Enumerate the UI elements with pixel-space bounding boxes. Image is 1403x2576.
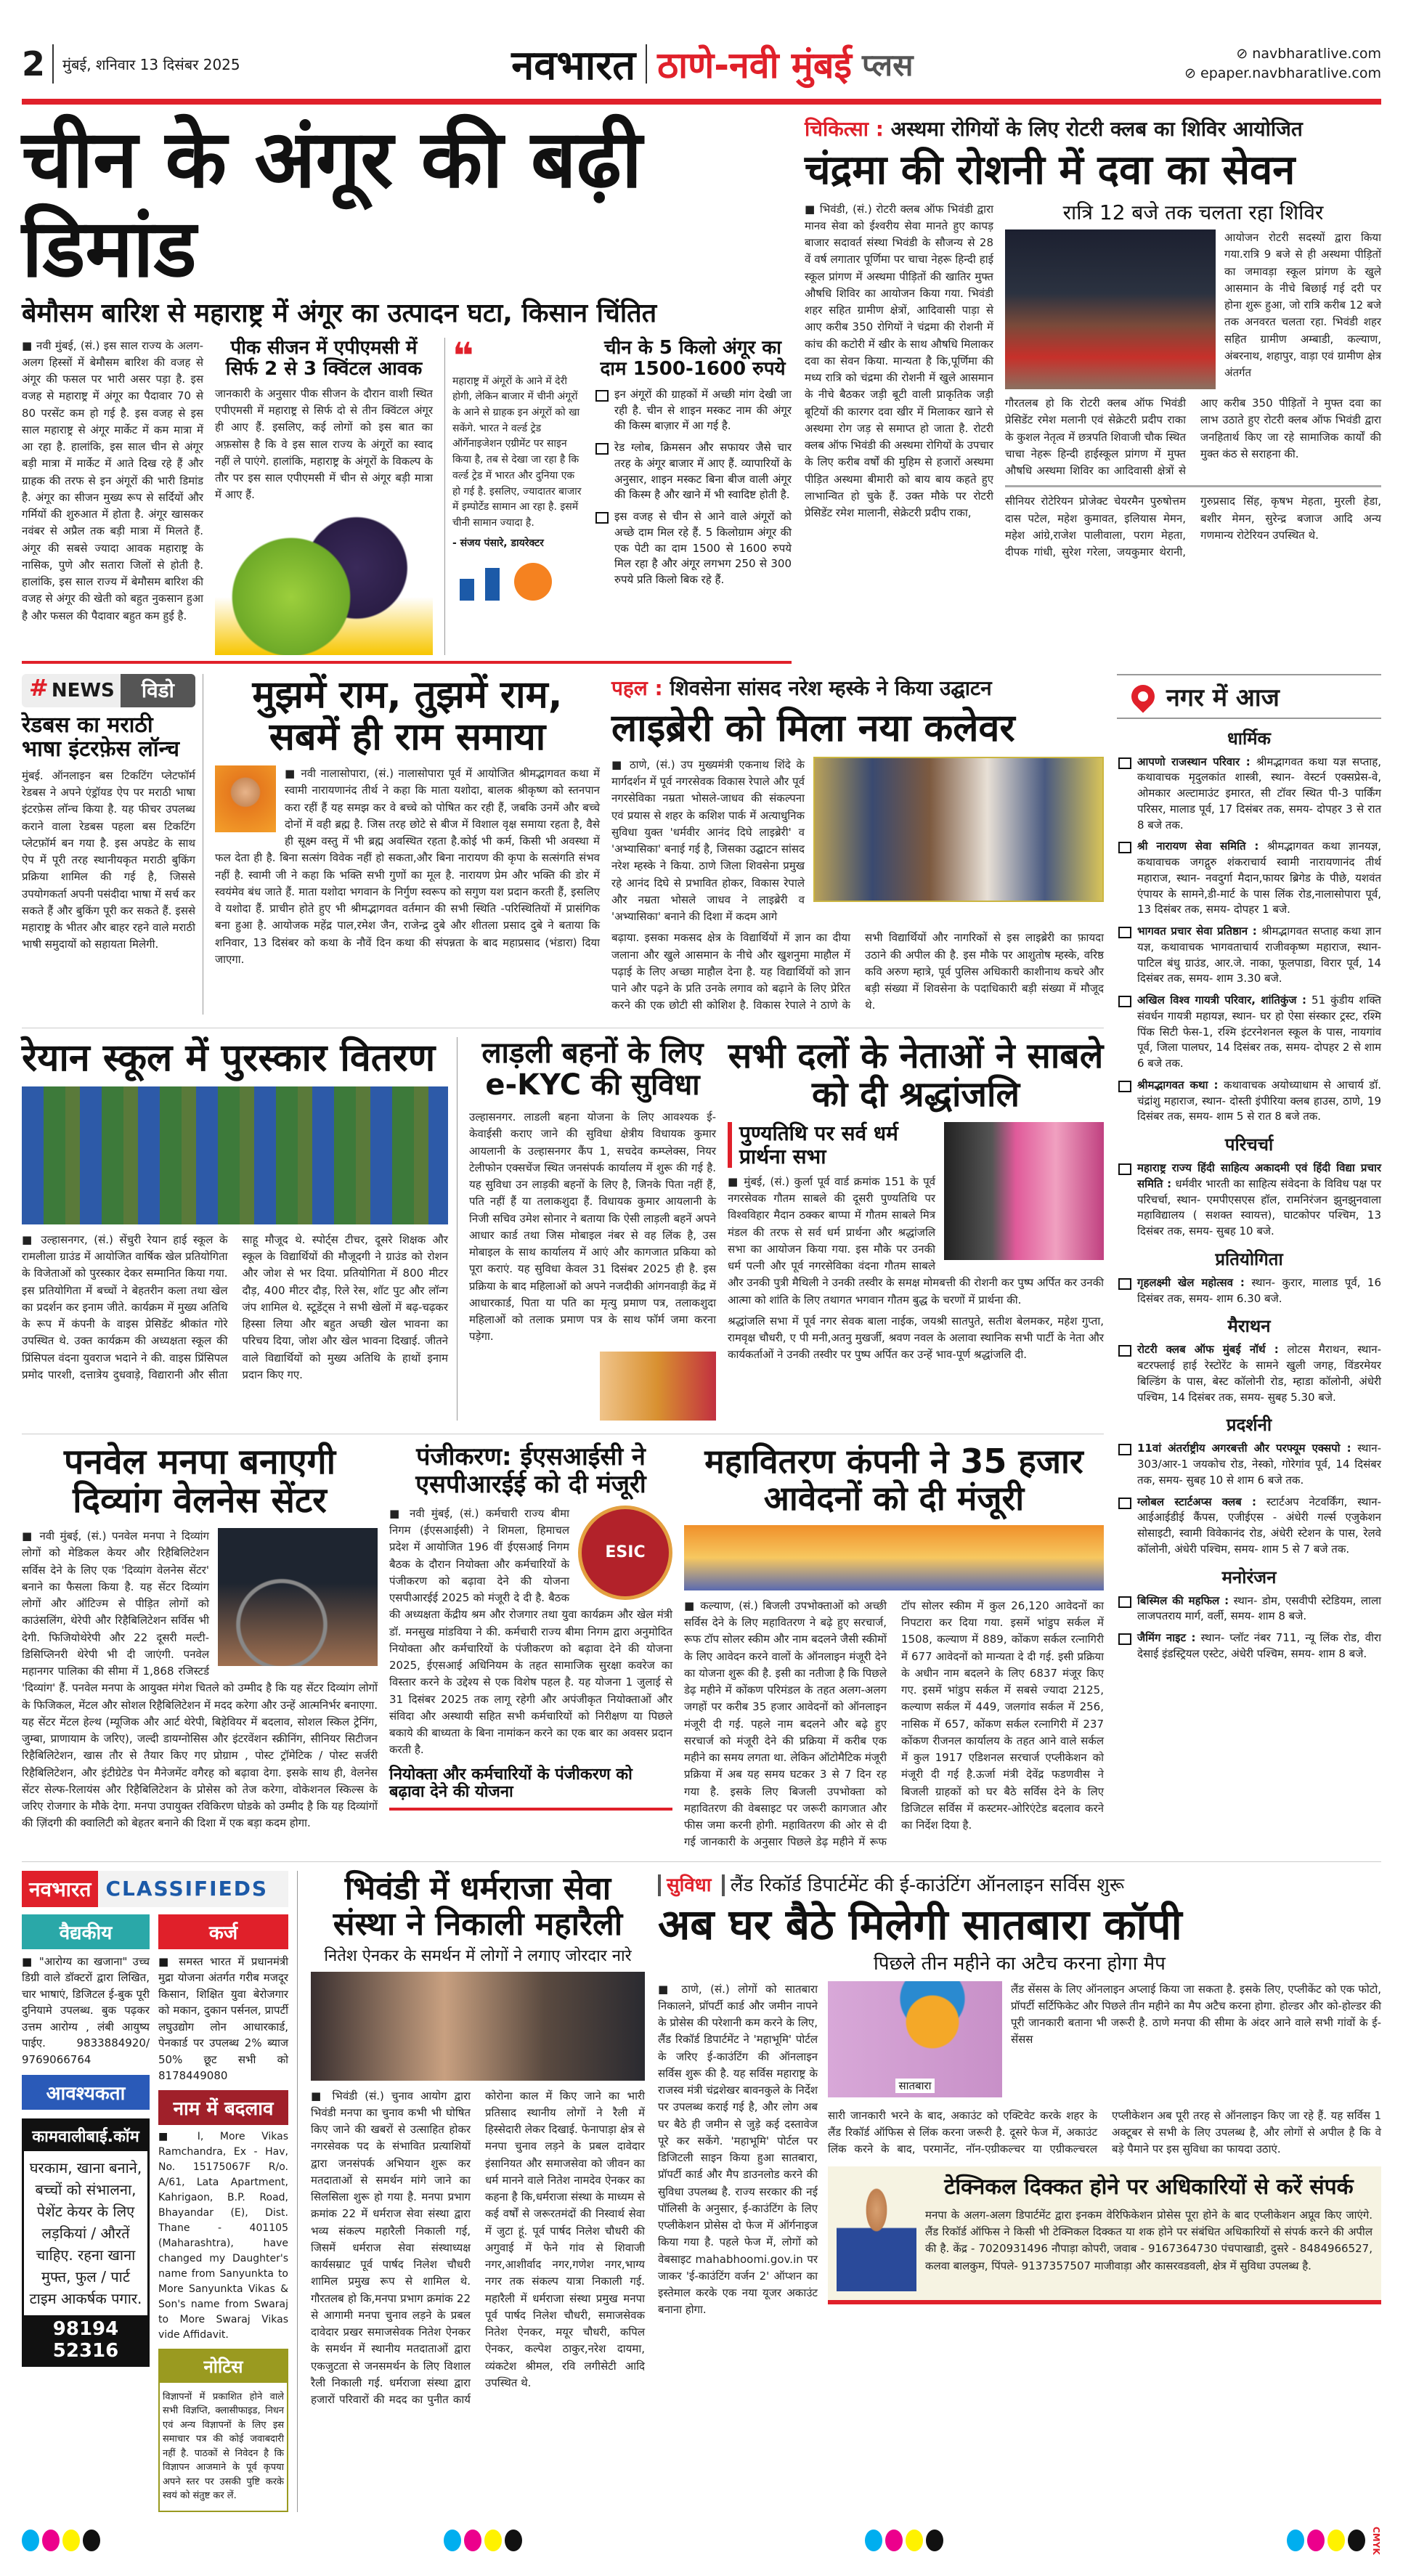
rotary-kicker: चिकित्सा : अस्थमा रोगियों के लिए रोटरी क्लब का शिविर आयोजित (805, 117, 1303, 141)
sabale-body-1: ■ मुंबई, (सं.) कुर्ला पूर्व वार्ड क्रमांक 151 के पूर्व नगरसेवक गौतम साबले की दूसरी पुण्यतिथि पर विश्वविहार मैदान ठक्कर बाप्पा में गौतम साबले मित्र मंडल की तरफ से सर्व धर्म प्रार्थना और श्रद्धांजलि सभा का आयोजन किया गया. इस मौके पर उनकी धर्म पत्नी और पूर्व नगरसेविका वंदना गौतम साबले और उनकी पुत्री मैथिली ने उनकी तस्वीर के समक्ष मोमबत्ती की रोशनी कर पुष्प अर्पित कर उनकी आत्मा को शांति के लिए तथागत भगवान गौतम बुद्ध के चरणों में प्रार्थना की. (728, 1174, 1104, 1307)
website-link[interactable]: ⊘ navbharatlive.com (1236, 46, 1381, 62)
event-item: 11वां अंतर्राष्ट्रीय अगरबत्ती और परफ्यूम एक्सपो : स्थान- 303/आर-1 जयकोच रोड, नेस्को, गोरेगांव पूर्व, 14 दिसंबर तक, समय- सुबह 10 से शाम 6 बजे तक. (1137, 1441, 1381, 1488)
event-item: बिस्मिल की महफिल : स्थान- डोम, एसवीपी स्टेडियम, लाला लाजपतराय मार्ग, वर्ली, समय- शाम 8 बजे. (1137, 1593, 1381, 1625)
lead-headline: चीन के अंगूर की बढ़ी डिमांड (22, 113, 643, 296)
sabale-story (728, 1037, 1104, 1421)
esic-story (389, 1443, 672, 1851)
sabale-tribute-photo (944, 1122, 1104, 1260)
phone-number: 98194 52316 (24, 2315, 147, 2365)
event-item: श्रीमद्भागवत कथा : कथावाचक अयोध्याधाम से आचार्य डॉ. चंद्रांशु महाराज, स्थान- दोस्ती इंपीरिया क्लब हाउस, ठाणे, 19 दिसंबर तक, समय- शाम 5 से रात 8 बजे तक. (1137, 1078, 1381, 1125)
esic-pullquote: नियोक्ता और कर्मचारियों के पंजीकरण को बढ़ावा देने की योजना (389, 1766, 672, 1811)
ladli-body: उल्हासनगर. लाडली बहना योजना के लिए आवश्यक ई-केवाईसी कराए जाने की सुविधा क्षेत्रीय विधायक कुमार आयलानी के उल्हासनगर कैंप 1, सचदेव कम्प्लेक्स, नियर टेलीफोन एक्सचेंज स्थित जनसंपर्क कार्यालय में शुरू की गई है. यह सुविधा उन लाड़की बहनों के लिए है, जिनके पिता नहीं हैं, पति नहीं हैं या तलाकशुदा हैं. विधायक कुमार आयलानी के निजी सचिव उमेश सोनार ने बताया कि ऐसी लाड़ली बहनें अपने आधार कार्ड तथा जिस मोबाइल नंबर से वह लिंक है, उस मोबाइल के साथ कार्यालय में आएं और कागजात प्रकिया को पूरा कराएं. यह सुविधा केवल 31 दिसंबर 2025 ही है. इस प्रक्रिया के बाद महिलाओं को अपने नजदीकी आंगनवाड़ी केंद्र में आधारकार्ड, पिता या पति का मृत्यु प्रमाण पत्र, तलाकशुदा महिलाओं को तलाक प्रमाण पत्र के साथ फॉर्म जमा करना पड़ेगा. (469, 1110, 716, 1344)
event-item: आपणो राजस्थान परिवार : श्रीमद्भागवत कथा यज्ञ सप्ताह, कथावाचक मृदुलकांत शास्त्री, स्थान- वेस्टर्न एक्सप्रेस-वे, ओमकार अल्टामाउंट इमारत, सी टॉवर स्थित पी-3 पार्किंग परिसर, मालाड पूर्व, 17 दिसंबर तक, समय- दोपहर 3 से रात 8 बजे तक. (1137, 755, 1381, 834)
esic-logo: ESIC (578, 1506, 672, 1600)
rotary-body-2: आयोजन रोटरी सदस्यों द्वारा किया गया.रात्रि 9 बजे से ही अस्थमा पीड़ितों का जमावड़ा स्कूल प्रांगण के खुले आसमान के नीचे बिछाई गई दरी पर होना शुरू हुआ, जो रात्रि करीब 12 बजे तक अनवरत चलता रहा. भिवंडी शहर सहित ग्रामीण अम्बाडी, कल्याण, अंबरनाथ, शहापुर, वाड़ा एवं ग्रामीण क्षेत्र अंतर्गत (1224, 231, 1381, 380)
sabale-body-2: श्रद्धांजलि सभा में पूर्व नगर सेवक बाला नाईक, जयश्री सातपुते, सतीश बेलमकर, महेश गुप्ता, रामवृक्ष चौधरी, ए पी मनी,अतनु मुखर्जी, श्रवण नवल के अलावा स्थानिक सभी पार्टी के नेता और कार्यकर्ताओं ने उनकी तस्वीर पर पुष्प अर्पित कर उन्हें भाव-पूर्ण श्रद्धांजलि दी. (728, 1314, 1104, 1362)
rotary-body-3: गौरतलब हो कि रोटरी क्लब ऑफ भिवंडी प्रेसिडेंट रमेश मलानी एवं सेक्रेटरी प्रदीप राका के कुशल नेतृत्व में छत्रपति शिवाजी चौक स्थित चाचा नेहरू हिन्दी हाईस्कूल प्रांगण में मुफ्त औषधि अस्थमा शिविर का आदिवासी क्षेत्रों से आए करीब 350 पीड़ितों ने मुफ्त दवा का लाभ उठाते हुए रोटरी क्लब ऑफ भिवंडी द्वारा जनहितार्थ किए जा रहे सामाजिक कार्यों की मुक्त कंठ से सराहना की. (1005, 397, 1381, 478)
section-title: मनोरंजन (1221, 1567, 1277, 1588)
mahavitaran-story (684, 1443, 1104, 1851)
satbara-body-2: लैंड सेंसस के लिए ऑनलाइन अप्लाई किया जा सकता है. इसके लिए, एप्लीकेंट को एक फोटो, प्रॉपर्टी सर्टिफिकेट और पिछले तीन महीने का मैप अटैच करना होगा. होल्डर और को-होल्डर की पूरी जानकारी बताना भी जरूरी है. ठाणे मनपा की सीमा के अंदर आने वाले सभी गांवों के ई-सेंसस (1011, 1982, 1381, 2047)
rayan-story (22, 1037, 458, 1421)
rayan-award-photo (22, 1086, 448, 1224)
classified-vaidyakiya: वैद्यकीय ■ "आरोग्य का खजाना" उच्च डिग्री वाले डॉक्टरों द्वारा लिखित, चार भाषाएं, डिजिटल ई-बुक पूरी दुनियामे उपलब्ध. बुक पढ़कर उत्तम आरोग्य , लंबी आयुष्य पाईए. 9833884920/ 9769066764 आवश्यकता कामवालीबाई.कॉम घरकाम, खाना बनाने, बच्चों को संभालना, पेशेंट केयर के लिए लड़कियां / औरतें चाहिए. रहना खाना मुफ्त, फुल / पार्ट टाइम आकर्षक पगार. 98194 52316 (22, 1914, 150, 2512)
map-pin-icon (1126, 680, 1159, 712)
event-item: जैमिंग नाइट : स्थान- प्लॉट नंबर 711, न्यू लिंक रोड, वीरा देसाई इंडस्ट्रियल एस्टेट, अंधेरी पश्चिम, समय- शाम 8 बजे. (1137, 1630, 1381, 1662)
rotary-story (805, 115, 1381, 561)
library-headline: लाइब्रेरी को मिला नया कलेवर (611, 706, 1015, 750)
satbara-headline: अब घर बैठे मिलेगी सातबारा कॉपी (658, 1899, 1182, 1949)
event-item: श्री नारायण सेवा समिति : श्रीमद्भागवत कथा ज्ञानयज्ञ, कथावाचक जगद्गुरु शंकराचार्य स्वामी नारायणानंद तीर्थ महाराज, स्थान- नवदुर्गा मैदान,फायर ब्रिगेड के पीछे, यशवंत एंपायर के सामने,डी-मार्ट के पास लिंक रोड,नालासोपारा पूर्व, 13 दिसंबर तक, समय- दोपहर 1 बजे. (1137, 839, 1381, 918)
dharmaraja-subhead: नितेश ऐनकर के समर्थन में लोगों ने लगाए जोरदार नारे (324, 1947, 632, 1966)
news-video-headline: रेडबस का मराठी भाषा इंटरफ़ेस लॉन्च (22, 712, 180, 763)
rally-photo (311, 1972, 645, 2081)
rayan-body: ■ उल्हासनगर, (सं.) सेंचुरी रेयान हाई स्कूल के रामलीला ग्राउंड में आयोजित वार्षिक खेल प्रतियोगिता के विजेताओं को पुरस्कार देकर सम्मानित किया गया. इस प्रतियोगिता में बच्चों ने बेहतरीन कला तथा खेल का प्रदर्शन कर इनाम जीते. कार्यक्रम में मुख्य अतिथि के रूप में कंपनी के वाइस प्रेसिडेंट श्रीकांत गोरे उपस्थित थे. उक्त कार्यक्रम की अध्यक्षता स्कूल की प्रिंसिपल वंदना युवराज भदाने ने की. वाइस प्रिंसिपल प्रमोद पारशी, दत्तात्रेय दुधवाड़े, विद्यारानी और सीता साहू मौजूद थे. स्पोर्ट्स टीचर, दूसरे शिक्षक और स्कूल के विद्यार्थियों की मौजूदगी ने ग्राउंड को रोशन और जोश से भर दिया. प्रतियोगिता में 800 मीटर दौड़, 400 मीटर दौड़, रिले रेस, शॉट पुट और लॉन्ग जंप शामिल थे. स्टूडेंट्स ने सभी खेलों में बढ़-चढ़कर हिस्सा लिया और बहुत अच्छी खेल भावना का परिचय दिया, जोश और खेल भावना दिखाई. जीतने वाले विद्यार्थियों को मुख्य अतिथि के हाथों इनाम प्रदान किए गए. (22, 1232, 448, 1381)
registration-marks (444, 2530, 522, 2551)
nagar-me-aaj (1117, 674, 1381, 1668)
sabale-subhead: पुण्यतिथि पर सर्व धर्म प्रार्थना सभा (728, 1122, 1104, 1168)
edition-name: ठाणे-नवी मुंबई (657, 44, 852, 86)
lead-quote-author: - संजय पंसारे, डायरेक्टर (452, 537, 544, 549)
satbara-kicker: सुविधा लैंड रिकॉर्ड डिपार्टमेंट की ई-काउंटिंग ऑनलाइन सर्विस शुरू (658, 1871, 1381, 1897)
registration-marks (865, 2530, 943, 2551)
lead-box-list (594, 387, 792, 588)
registration-marks (1287, 2530, 1365, 2551)
dharmaraja-story (311, 1871, 645, 2409)
lead-body: ■ नवी मुंबई, (सं.) इस साल राज्य के अलग-अलग हिस्सों में बेमौसम बारिश की वजह से अंगूर की फसल पर भारी असर पड़ा है. इस वजह से महाराष्ट्र में अंगूर का पैदावार 70 से 80 परसेंट कम हो गई है. इस वजह से इस साल महाराष्ट्र से अंगूर मार्केट में कम मात्रा में आ रहा है. हालांकि, इस साल चीन से अंगूर बड़ी मात्रा में मार्केट में आते दिख रहे हैं और ग्राहक की तरफ से इन अंगूरों की भारी डिमांड है. अंगूर का सीजन मुख्य रूप से सर्दियों और गर्मियों की शुरुआत में होता है. अंगूर खासकर नवंबर से अप्रैल तक बड़ी मात्रा में मिलते हैं. अंगूर की सबसे ज्यादा आवक महाराष्ट्र के नासिक, पुणे और सतारा जिलों से होती है. हालांकि, इस साल राज्य में बेमौसम बारिश की वजह से अंगूर की खेती को बहुत नुकसान हुआ है और फसल की पैदावार बहुत कम हुई है. (22, 338, 203, 622)
list-item: इन अंगूरों की ग्राहकों में अच्छी मांग देखी जा रही है. चीन से शाइन मस्कट नाम की अंगूर की किस्म बाज़ार में आ गई है. (614, 387, 792, 434)
section-title: प्रतियोगिता (1215, 1248, 1283, 1269)
epaper-link[interactable]: ⊘ epaper.navbharatlive.com (1184, 65, 1381, 81)
ram-body: ■ नवी नालासोपारा, (सं.) नालासोपारा पूर्व में आयोजित श्रीमद्भागवत कथा में स्वामी नारायणानंद तीर्थ ने कहा कि माता यशोदा, बालक श्रीकृष्ण को स्तनपान करा रहीं हैं यह समझ कर वे बच्चे को पोषित कर रही हैं, जबकि उनमें और बच्चे दोनों में वही ब्रह्म है. जिस तरह छोटे से बीज में विशाल वृक्ष समाया रहता है, वैसे ही सूक्ष्म वस्तु में भी ब्रह्म अवस्थित रहता है.कोई भी कर्म, किसी भी अवस्था में फल देता ही है. बिना सत्संग विवेक नहीं हो सकता,और बिना नारायण की कृपा के सत्संगति संभव नहीं है. स्वामी जी ने कहा कि भक्ति सभी गुणों का मूल है. नारायण प्रेम और भक्ति की डोर में स्वयंमेव बंध जाते हैं. माता यशोदा भगवान के निर्गुण स्वरूप को सगुण यश प्रदान करती हैं, इसलिए वे यशोदा हैं. प्राचीन होते हुए भी श्रीमद्भागवत वर्तमान की सभी स्थिति -परिस्थितियों में प्रासंगिक बना हुआ है. आयोजक महेंद्र पाल,रमेश जैन, राजेन्द्र दुबे और शीतला प्रसाद दुबे ने बताया कि शनिवार, 13 दिसंबर को कथा के नौवें दिन कथा की संपन्नता के बाद महाप्रसाद (भंडारा) दिया जाएगा. (215, 767, 600, 966)
mahavitaran-body: ■ कल्याण, (सं.) बिजली उपभोक्ताओं को अच्छी सर्विस देने के लिए महावितरण ने बढ़े हुए सरचार्ज, रूफ टॉप सोलर स्कीम और नाम बदलने जैसी स्कीमों के लिए आवेदन करने वालों के ऑनलाइन मंजूरी देने का योजना शुरू की है. इसी का नतीजा है कि पिछले डेढ़ महीने में कोंकण परिमंडल के तहत अलग-अलग जगहों पर करीब 35 हजार आवेदनों को ऑनलाइन मंजूरी दी गई. पहले नाम बदलने और बढ़े हुए सरचार्ज को मंजूरी देने की प्रक्रिया में करीब एक महीने का समय लगता था. लेकिन ऑटोमैटिक मंजूरी प्रक्रिया में अब यह समय घटकर 3 से 7 दिन रह गया है. इसके लिए बिजली उपभोक्ता को महावितरण की वेबसाइट पर जरूरी कागजात और फीस जमा करनी होगी. महावितरण की ओर से दी गई जानकारी के अनुसार पिछले डेढ़ महीने में रूफ टॉप सोलर स्कीम में कुल 26,120 आवेदनों का निपटारा कर दिया गया. इसमें भांडुप सर्कल में 1508, कल्याण में 889, कोंकण सर्कल रत्नागिरी में 677 आवेदनों को मान्यता दे दी गई. इसी प्रक्रिया के अधीन नाम बदलने के लिए 6837 मंजूर किए गए. इसमें भांडुप सर्कल में सबसे ज्यादा 2125, कल्याण सर्कल में 449, जलगांव सर्कल में 256, नासिक में 657, कोंकण सर्कल रत्नागिरी में 237 कोंकण रीजनल कार्यालय के तहत आने वाले सर्कल में कुल 1917 एडिशनल सरचार्ज एप्लीकेशन को मंजूरी दी गई है.ऊर्जा मंत्री देवेंद्र फडणवीस ने बिजली ग्राहकों को घर बैठे सर्विस देने के लिए डिजिटल सर्विस में कस्टमर-ओरिएंटेड बदलाव करने का निर्देश दिया है. (684, 1598, 1104, 1849)
page-header (22, 0, 1381, 105)
classifieds-banner: नवभारत CLASSIFIEDS (22, 1871, 288, 1907)
panvel-body: ■ नवी मुंबई, (सं.) पनवेल मनपा ने दिव्यांग लोगों को मेडिकल केयर और रिहैबिलिटेशन सर्विस देने के लिए एक 'दिव्यांग वेलनेस सेंटर' बनाने का फैसला किया है. यह सेंटर दिव्यांग लोगों और ऑटिज्म से पीड़ित लोगों को काउंसलिंग, थेरेपी और रिहैबिलिटेशन सर्विस भी देगी. फिजियोथेरेपी और 22 दूसरी मल्टी-डिसिप्लिनरी थेरेपी भी दी जाएंगी. पनवेल महानगर पालिका की सीमा में 1,868 रजिस्टर्ड 'दिव्यांग' हैं. पनवेल मनपा के आयुक्त मंगेश चितले को उम्मीद है कि यह सेंटर दिव्यांग लोगों के फिजिकल, मेंटल और सोशल रिहैबिलिटेशन में मदद करेगा और उन्हें आत्मनिर्भर बनाएगा. यह सेंटर मेंटल हेल्थ (म्यूजिक और आर्ट थेरेपी, बिहेवियर में बदलाव, सोशल स्किल ट्रेनिंग, जुम्बा, प्राणायाम के जरिए), जल्दी डायग्नोसिस और इंटरवेंशन स्क्रीनिंग, सीनियर सिटीजन रिहैबिलिटेशन, खास तौर से तैयार किए गए प्रोग्राम , पोस्ट ट्रॉमेटिक / पोस्ट सर्जरी रिहैबिलिटेशन, और इंटीग्रेटेड पेन मैनेजमेंट वगैरह को बढ़ावा देगा. इसके साथ ही, वेलनेस सेंटर सेल्फ-रिलायंस और रिहैबिलिटेशन के प्रोसेस को तेज करेगा, वोकेशनल स्किल्स के जरिए रोजगार के मौके देगा. मनपा उपायुक्त रविकिरण घोडके को उम्मीद है कि यह दिव्यांगों की ज़िंदगी की क्वालिटी को बेहतर बनाने की दिशा में एक बड़ा कदम होगा. (22, 1529, 378, 1830)
section-title: परिचर्चा (1224, 1134, 1274, 1155)
rotary-body-4: सीनियर रोटेरियन प्रोजेक्ट चेयरमैन पुरुषोत्तम दास पटेल, महेश कुमावत, इलियास मेमन, महेश आंग्रे,राजेश पालीवाला, पराग मेहता, दीपक गांधी, सुरेश गरेला, जयकुमार थेरानी, गुरुप्रसाद सिंह, कृषभ मेहता, मुरली हेडा, बशीर मेमन, सुरेन्द्र बजाज आदि अन्य गणमान्य रोटेरियन उपस्थित थे. (1005, 495, 1381, 559)
section-title: प्रदर्शनी (1226, 1415, 1272, 1436)
esic-body: ■ नवी मुंबई, (सं.) कर्मचारी राज्य बीमा निगम (ईएसआईसी) ने शिमला, हिमाचल प्रदेश में आयोजित 196 वीं ईएसआई निगम बैठक के दौरान नियोक्ता और कर्मचारियों के पंजीकरण को बढ़ावा देने की योजना एसपीआरईई 2025 को मंजूरी दे दी है. बैठक की अध्यक्षता केंद्रीय श्रम और रोजगार तथा युवा कार्यक्रम और खेल मंत्री डॉ. मनसुख मांडविया ने की. कर्मचारी राज्य बीमा निगम द्वारा अनुमोदित नियोक्ता और कर्मचारियों के पंजीकरण को बढ़ावा देने की योजना 2025, ईएसआई अधिनियम के तहत सामाजिक सुरक्षा कवरेज का विस्तार करने के उद्देश्य से एक विशेष पहल है. यह योजना 1 जुलाई से 31 दिसंबर 2025 तक लागू रहेगी और अपंजीकृत नियोक्ताओं और संविदा और अस्थायी सहित सभी कर्मचारियों को निरीक्षण या पिछले बकाये की बाध्यता के बिना नामांकन करने का एक बार का अवसर प्रदान करती है. (389, 1506, 672, 1757)
women-photo (600, 1352, 716, 1421)
section-title: मैराथन (1227, 1316, 1271, 1337)
mahavitaran-headline: महावितरण कंपनी ने 35 हजार आवेदनों को दी मंजूरी (704, 1441, 1083, 1519)
classifieds (22, 1871, 298, 2512)
cmyk-label: CMYK (1370, 2526, 1381, 2555)
ram-headline: मुझमें राम, तुझमें राम, सबमें ही राम समाया (252, 673, 563, 759)
power-tower-photo (684, 1525, 1104, 1590)
library-body-1: ■ ठाणे, (सं.) उप मुख्यमंत्री एकनाथ शिंदे के मार्गदर्शन में पूर्व नगरसेवक विकास रेपाले और पूर्व नगरसेविका नम्रता भोसले-जाधव की संकल्पना एवं प्रयास से शहर के कशिश पार्क में अत्याधुनिक सुविधा युक्त 'धर्मवीर आनंद दिघे लाइब्रेरी' व 'अभ्यासिका' बनाई गई है, जिसका उद्घाटन सांसद नरेश म्हस्के ने किया. ठाणे जिला शिवसेना प्रमुख रहे आनंद दिघे से प्रभावित होकर, विकास रेपाले और नम्रता भोसले जाधव ने लाइब्रेरी व 'अभ्यासिका' बनाने की दिशा में कदम आगे (611, 757, 805, 924)
news-video (22, 674, 203, 1015)
lead-quote: महाराष्ट्र में अंगूरों के आने में देरी होगी, लेकिन बाजार में चीनी अंगूरों के आने से ग्राहक इन अंगूरों को खा सकेंगे. भारत ने वर्ल्ड ट्रेड ऑर्गेनाइजेशन एग्रीमेंट पर साइन किया है, तब से देखा जा रहा है कि वर्ल्ड ट्रेड में भारत और दुनिया एक हो गई है. इसलिए, ज्यादातर बाजार में इम्पोर्टेड सामान आ रहा है. इसमें चीनी सामान ज्यादा है. (452, 375, 582, 529)
event-item: अखिल विश्व गायत्री परिवार, शांतिकुंज : 51 कुंडीय शक्ति संवर्धन गायत्री महायज्ञ, स्थान- घर हो ऐसा संस्कार ट्रस्ट, रश्मि पिंक सिटी फेस-1, रश्मि इंटरनेशनल स्कूल के पास, नायगांव पूर्व, जिला पालघर, 14 दिसंबर तक, समय- दोपहर 2 से शाम 6 बजे तक. (1137, 993, 1381, 1072)
price-growth-icon (452, 557, 582, 601)
satbara-story (658, 1871, 1381, 2319)
dateline: मुंबई, शनिवार 13 दिसंबर 2025 (62, 55, 240, 73)
dharmaraja-headline: भिवंडी में धर्मराजा सेवा संस्था ने निकाली महारैली (333, 1869, 623, 1943)
lead-box-headline: चीन के 5 किलो अंगूर का दाम 1500-1600 रुपये (600, 336, 786, 380)
satbara-body-3: सारी जानकारी भरने के बाद, अकाउंट को एक्टिवेट करके शहर के लैंड रिकॉर्ड ऑफिस से लिंक करना जरूरी है. दूसरे फेज में, अकाउंट लिंक करने के बाद, परमानेंट, नॉन-एग्रीकल्चर या एग्रीकल्चरल एप्लीकेशन अब पूरी तरह से ऑनलाइन किए जा रहे हैं. यह सर्विस 1 अक्टूबर से सभी के लिए उपलब्ध है, और लोगों से अपील है कि वे बड़े पैमाने पर इस सुविधा का फायदा उठाएं. (828, 2108, 1381, 2156)
event-item: महाराष्ट्र राज्य हिंदी साहित्य अकादमी एवं हिंदी विद्या प्रचार समिति : धर्मवीर भारती का साहित्य संवेदना के विविध पक्ष पर परिचर्चा, स्थान- एमपीएसएस हॉल, रामनिरंजन झुनझुनवाला महाविद्यालय ( सशक्त स्वायत्त), घाटकोपर पश्चिम, 13 दिसंबर तक, समय- सुबह 10 बजे. (1137, 1161, 1381, 1240)
registration-marks (22, 2530, 100, 2551)
library-kicker: पहल : शिवसेना सांसद नरेश म्हस्के ने किया उद्घाटन (611, 675, 992, 700)
panvel-headline: पनवेल मनपा बनाएगी दिव्यांग वेलनेस सेंटर (63, 1441, 336, 1521)
classified-karj: कर्ज ■ समस्त भारत में प्रधानमंत्री मुद्रा योजना अंतर्गत गरीब मजदूर किसान, शिक्षित युवा बेरोजगार को मकान, दुकान पर्सनल, प्रापर्टी लघुउद्योग लोन आधारकार्ड, पेनकार्ड पर उपलब्ध 2% ब्याज 50% छूट सभी को 8178449080 नाम में बदलाव ■ I, More Vikas Ramchandra, Ex - Hav, No. 15175067F R/o. A/61, Lata Apartment, Kahrigaon, B.P. Road, Bhayandar (E), Dist. Thane - 401105 (Maharashtra), have changed my Daughter's name from Sanyunkta to More Sanyunkta Vikas & Son's name from Swaraj to More Swaraj Vikas vide Affidavit. नोटिस विज्ञापनों में प्रकाशित होने वाले सभी विज्ञप्ति, क्लासीफाइड, निधन एवं अन्य विज्ञापनों के लिए इस समाचार पत्र की कोई जवाबदारी नहीं है. पाठकों से निवेदन है कि विज्ञापन आजमाने के पूर्व कृपया अपने स्तर पर उसकी पुष्टि करके स्वयं को संतुष्ट कर लें. (158, 1914, 288, 2512)
rayan-headline: रेयान स्कूल में पुरस्कार वितरण (22, 1036, 436, 1080)
library-body-2: बढ़ाया. इसका मकसद क्षेत्र के विद्यार्थियों में ज्ञान का दीया जलाना और खुले आसमान के नीचे और खुशनुमा माहौल में पढ़ाई के लिए अच्छा माहौल देना है. यह विद्यार्थियों को ज्ञान पाने और पढ़ने के प्रति उनके लगाव को बढ़ाने के लिए प्रेरित करने की एक छोटी सी कोशिश है. विकास रेपाले ने ठाणे के सभी विद्यार्थियों और नागरिकों से इस लाइब्रेरी का फ़ायदा उठाने की अपील की है. इस मौके पर आशुतोष म्हस्के, वरिष्ठ कवि अरुण म्हात्रे, पूर्व पुलिस अधिकारी काशीनाथ कचरे और बड़ी संख्या में शिवसेना के पदाधिकारी बड़ी संख्या में मौजूद थे. (611, 931, 1104, 1012)
ladli-headline: लाड़ली बहनों के लिए e-KYC की सुविधा (481, 1036, 704, 1102)
nagar-title: नगर में आज (1166, 683, 1280, 712)
event-item: ग्लोबल स्टार्टअप्स क्लब : स्टार्टअप नेटवर्किंग, स्थान- आईआईडीई कैंपस, एजीईएस - अंधेरी गर्ल्स एजुकेशन सोसाइटी, स्वामी विवेकानंद रोड, अंधेरी स्टेशन के पास, रेलवे कॉलोनी, अंधेरी पश्चिम, समय- शाम 5 से 7 बजे तक. (1137, 1495, 1381, 1558)
lead-side-headline: पीक सीजन में एपीएमसी में सिर्फ 2 से 3 क्विंटल आवक (225, 336, 423, 380)
rotary-body-1: ■ भिवंडी, (सं.) रोटरी क्लब ऑफ भिवंडी द्वारा मानव सेवा को ईश्वरीय सेवा मानते हुए कापड़ बाजार सदावर्त संस्था भिवंडी के सौजन्य से 28 वें वर्ष लगातार पूर्णिमा पर चाचा नेहरू हिन्दी हाई स्कूल प्रांगण में अस्थमा पीड़ितों की खातिर मुफ्त औषधि शिविर का आयोजन किया गया. भिवंडी शहर सहित ग्रामीण क्षेत्रों, आदिवासी पाड़ा से आए करीब 350 रोगियों ने चंद्रमा की रोशनी में कांच की कटोरी में खीर के साथ औषधि मिलाकर दवा का सेवन किया. मान्यता है कि,पूर्णिमा की मध्य रात्रि को चंद्रमा की रोशनी में खुले आसमान के नीचे बैठकर जड़ी बूटी वाली प्राकृतिक जड़ी बूटियों की कारगर दवा खीर में मिलाकर खाने से अस्थमा रोग जड़ से समाप्त हो जाता है. रोटरी क्लब ऑफ भिवंडी की अस्थमा रोगियों के उपचार के लिए करीब वर्षों की मुहिम से हजारों अस्थमा पीड़ित अस्थमा बीमारी को बाय बाय कहते हुए लाभान्वित हो चुके हैं. उक्त मौके पर रोटरी प्रेसिडेंट रमेश मालानी, सेक्रेटरी प्रदीप राका, (805, 202, 993, 520)
masthead-logo: नवभारत (511, 42, 636, 89)
official-photo (837, 2175, 916, 2291)
lead-story (22, 115, 792, 664)
rotary-subhead: रात्रि 12 बजे तक चलता रहा शिविर (1062, 200, 1324, 224)
wheelchair-photo (218, 1528, 378, 1666)
lead-subhead: बेमौसम बारिश से महाराष्ट्र में अंगूर का उत्पादन घटा, किसान चिंतित (22, 298, 657, 329)
event-item: भागवत प्रचार सेवा प्रतिष्ठान : श्रीमद्भागवत सप्ताह कथा ज्ञान यज्ञ, कथावाचक भागवताचार्य राजीवकृष्ण महाराज, स्थान- पाटिल बंधु ग्राउंड, आर.जे. नाका, फूलपाडा, विरार पूर्व, 14 दिसंबर तक, समय- शाम 3.30 बजे. (1137, 924, 1381, 987)
quote-mark-icon: ❝ (452, 334, 474, 377)
panvel-story (22, 1443, 378, 1851)
event-item: रोटरी क्लब ऑफ मुंबई नॉर्थ : लोटस मैराथन, स्थान- बटरफ्लाई हाई रेस्टोरेंट के सामने खुली जगह, विंडरमेयर बिल्डिंग के पास, बेस्ट कॉलोनी रोड, म्हाडा कॉलोनी, अंधेरी पश्चिम, 14 दिसंबर तक, समय- सुबह 5.30 बजे. (1137, 1342, 1381, 1405)
swami-photo (215, 765, 276, 832)
library-story (611, 674, 1104, 1015)
list-item: इस वजह से चीन से आने वाले अंगूरों को अच्छे दाम मिल रहे हैं. 5 किलोग्राम अंगूर की एक पेटी का दाम 1500 से 1600 रुपये मिल रहा है और अंगूर लगभग 250 से 300 रुपये प्रति किलो बिक रहे हैं. (614, 509, 792, 588)
satbara-cartoon: सातबारा (828, 1981, 1002, 2097)
list-item: रेड ग्लोब, क्रिमसन और सफायर जैसे चार तरह के अंगूर बाजार में आए हैं. व्यापारियों के अनुसार, शाइन मस्कट बिना बीज वाली अंगूर की किस्म है और खाने में भी स्वादिष्ट होती है. (614, 440, 792, 503)
asthma-camp-photo (1005, 229, 1216, 389)
page-number: 2 (22, 44, 54, 84)
edition-suffix: प्लस (861, 46, 914, 83)
esic-headline: पंजीकरण: ईएसआईसी ने एसपीआरईई को दी मंजूरी (415, 1442, 646, 1499)
news-video-body: मुंबई. ऑनलाइन बस टिकटिंग प्लेटफॉर्म रेडबस ने अपने एंड्रॉयड ऐप पर मराठी भाषा इंटरफ़ेस लॉन्च किया है. यह फीचर उपलब्ध कराने वाला रेडबस पहला बस टिकटिंग प्लेटफ़ॉर्म बन गया है. इस अपडेट के साथ ऐप में पूरी तरह स्थानीयकृत मराठी बुकिंग प्रक्रिया शामिल की गई है, जिससे उपयोगकर्ता अपनी पसंदीदा भाषा में सर्च कर सकते हैं और बुकिंग पूरी कर सकते हैं. इससे महाराष्ट्र के भीतर और बाहर रहने वाले मराठी भाषी समुदायों को सहायता मिलेगी. (22, 768, 195, 951)
satbara-body-1: ■ ठाणे, (सं.) लोगों को सातबारा निकालने, प्रॉपर्टी कार्ड और जमीन नापने के प्रोसेस की परेशानी कम करने के लिए, लैंड रिकॉर्ड डिपार्टमेंट ने 'महाभूमि' पोर्टल के जरिए ई-काउंटिंग की ऑनलाइन सर्विस शुरू की है. यह सर्विस महाराष्ट्र के राजस्व मंत्री चंद्रशेखर बावनकुले के निर्देश पर उपलब्ध कराई गई है, और लोग अब घर बैठे ही जमीन से जुड़े कई दस्तावेज पूरे कर सकेंगे. 'महाभूमि' पोर्टल पर डिजिटली साइन किया हुआ सातबारा, प्रॉपर्टी कार्ड और मैप डाउनलोड करने की सुविधा उपलब्ध है. राज्य सरकार की नई पॉलिसी के अनुसार, ई-काउंटिंग के लिए एप्लीकेशन प्रोसेस दो फेज में ऑर्गनाइज किया गया है. पहले फेज में, लोगों को वेबसाइट mahabhoomi.gov.in पर जाकर 'ई-काउंटिंग वर्जन 2' ऑप्शन का इस्तेमाल करके एक नया यूजर अकाउंट बनाना होगा. (658, 1982, 818, 2317)
rotary-headline: चंद्रमा की रोशनी में दवा का सेवन (805, 147, 1296, 194)
section-title: धार्मिक (1227, 728, 1271, 749)
library-inauguration-photo (813, 757, 1104, 902)
masthead (511, 36, 913, 92)
grapes-image (215, 510, 433, 655)
ladli-story (469, 1037, 716, 1421)
lead-side-body: जानकारी के अनुसार पीक सीजन के दौरान वाशी स्थित एपीएमसी में महाराष्ट्र से सिर्फ दो से तीन क्विंटल अंगूर ही आए हैं. इसलिए, कई लोगों को इस बात का अफ़सोस है कि वे इस साल राज्य के अंगूरों का स्वाद नहीं ले पाएंगे. हालांकि, महाराष्ट्र के अंगूरों के विकल्प के तौर पर इस साल एपीएमसी में चीन से अंगूर बड़ी मात्रा में आए हैं. (215, 386, 433, 502)
ram-story (215, 674, 600, 1015)
technical-help-box: टेक्निकल दिक्कत होने पर अधिकारियों से करें संपर्क मनपा के अलग-अलग डिपार्टमेंट द्वारा इनकम वेरिफिकेशन प्रोसेस पूरा होने के बाद एप्लीकेशन अप्रूव किए जाएंगे. लैंड रिकॉर्ड ऑफिस ने किसी भी टेक्निकल दिक्कत या शक होने पर संबंधित अधिकारियों से संपर्क करने की अपील की है. केंद्र - 7020931496 नौपाड़ा कोपरी, जवाब - 9167364730 पंचपाखाडी, दुसरे - 8484966527, कलवा बालकुम, पिंपले- 9137357507 माजीवाड़ा और कासरवडवली, क्षेत्र में सुविधा उपलब्ध है. (828, 2166, 1381, 2304)
sabale-headline: सभी दलों के नेताओं ने साबले को दी श्रद्धांजलि (728, 1035, 1104, 1116)
event-item: गृहलक्ष्मी खेल महोत्सव : स्थान- कुरार, मालाड पूर्व, 16 दिसंबर तक, समय- शाम 6.30 बजे. (1137, 1275, 1381, 1307)
dharmaraja-body: ■ भिवंडी (सं.) चुनाव आयोग द्वारा भिवंडी मनपा का चुनाव कभी भी घोषित किए जाने की खबरों से उत्साहित होकर नगरसेवक पद के संभावित प्रत्याशियों द्वारा जनसंपर्क अभियान शुरू कर मतदाताओं से समर्थन मांगे जाने का सिलसिला शुरू हो गया है. मनपा प्रभाग क्रमांक 22 में धर्मराज सेवा संस्था द्वारा भव्य संकल्प महारैली निकाली गई, जिसमें धर्मराज सेवा संस्थाध्यक्ष कार्यसम्राट पूर्व पार्षद निलेश चौधरी शामिल प्रमुख रूप से शामिल थे. गौरतलब हो कि,मनपा प्रभाग क्रमांक 22 से आगामी मनपा चुनाव लड़ने के प्रबल दावेदार प्रखर समाजसेवक नितेश ऐनकर के समर्थन में स्थानीय मतदाताओं द्वारा एकजुटता से जनसमर्थन के लिए विशाल रैली निकाली गई. धर्मराजा संस्था द्वारा हजारों परिवारों की मदद का पुनीत कार्य कोरोना काल में किए जाने का भारी प्रतिसाद स्थानीय लोगों ने रैली में हिस्सेदारी लेकर दिखाई. फेनापाड़ा क्षेत्र से मनपा चुनाव लड़ने के प्रबल दावेदार इंसानियत और समाजसेवा को जीवन का धर्म मानने वाले नितेश नामदेव ऐनकर का कहना है कि,धर्मराजा संस्था के माध्यम से कई वर्षों से जरूरतमंदों की निस्वार्थ सेवा में जुटा हूं. पूर्व पार्षद निलेश चौधरी की अगुवाई में फेने गांव से शिवाजी नगर,आशीर्वाद नगर,गणेश नगर,भाग्य नगर तक संकल्प यात्रा निकाली गई. महारैली में धर्मराजा संस्था प्रमुख मनपा पूर्व पार्षद निलेश चौधरी, समाजसेवक नितेश ऐनकर, मयूर चौधरी, कपिल ऐनकर, कल्पेश ठाकुर,नरेश दायमा, व्यंकटेश श्रीमल, रवि लगीसेटी आदि उपस्थित थे. (311, 2089, 645, 2407)
news-video-badge: # NEWS विडो (22, 674, 195, 707)
satbara-subhead: पिछले तीन महीने का अटैच करना होगा मैप (874, 1953, 1166, 1975)
